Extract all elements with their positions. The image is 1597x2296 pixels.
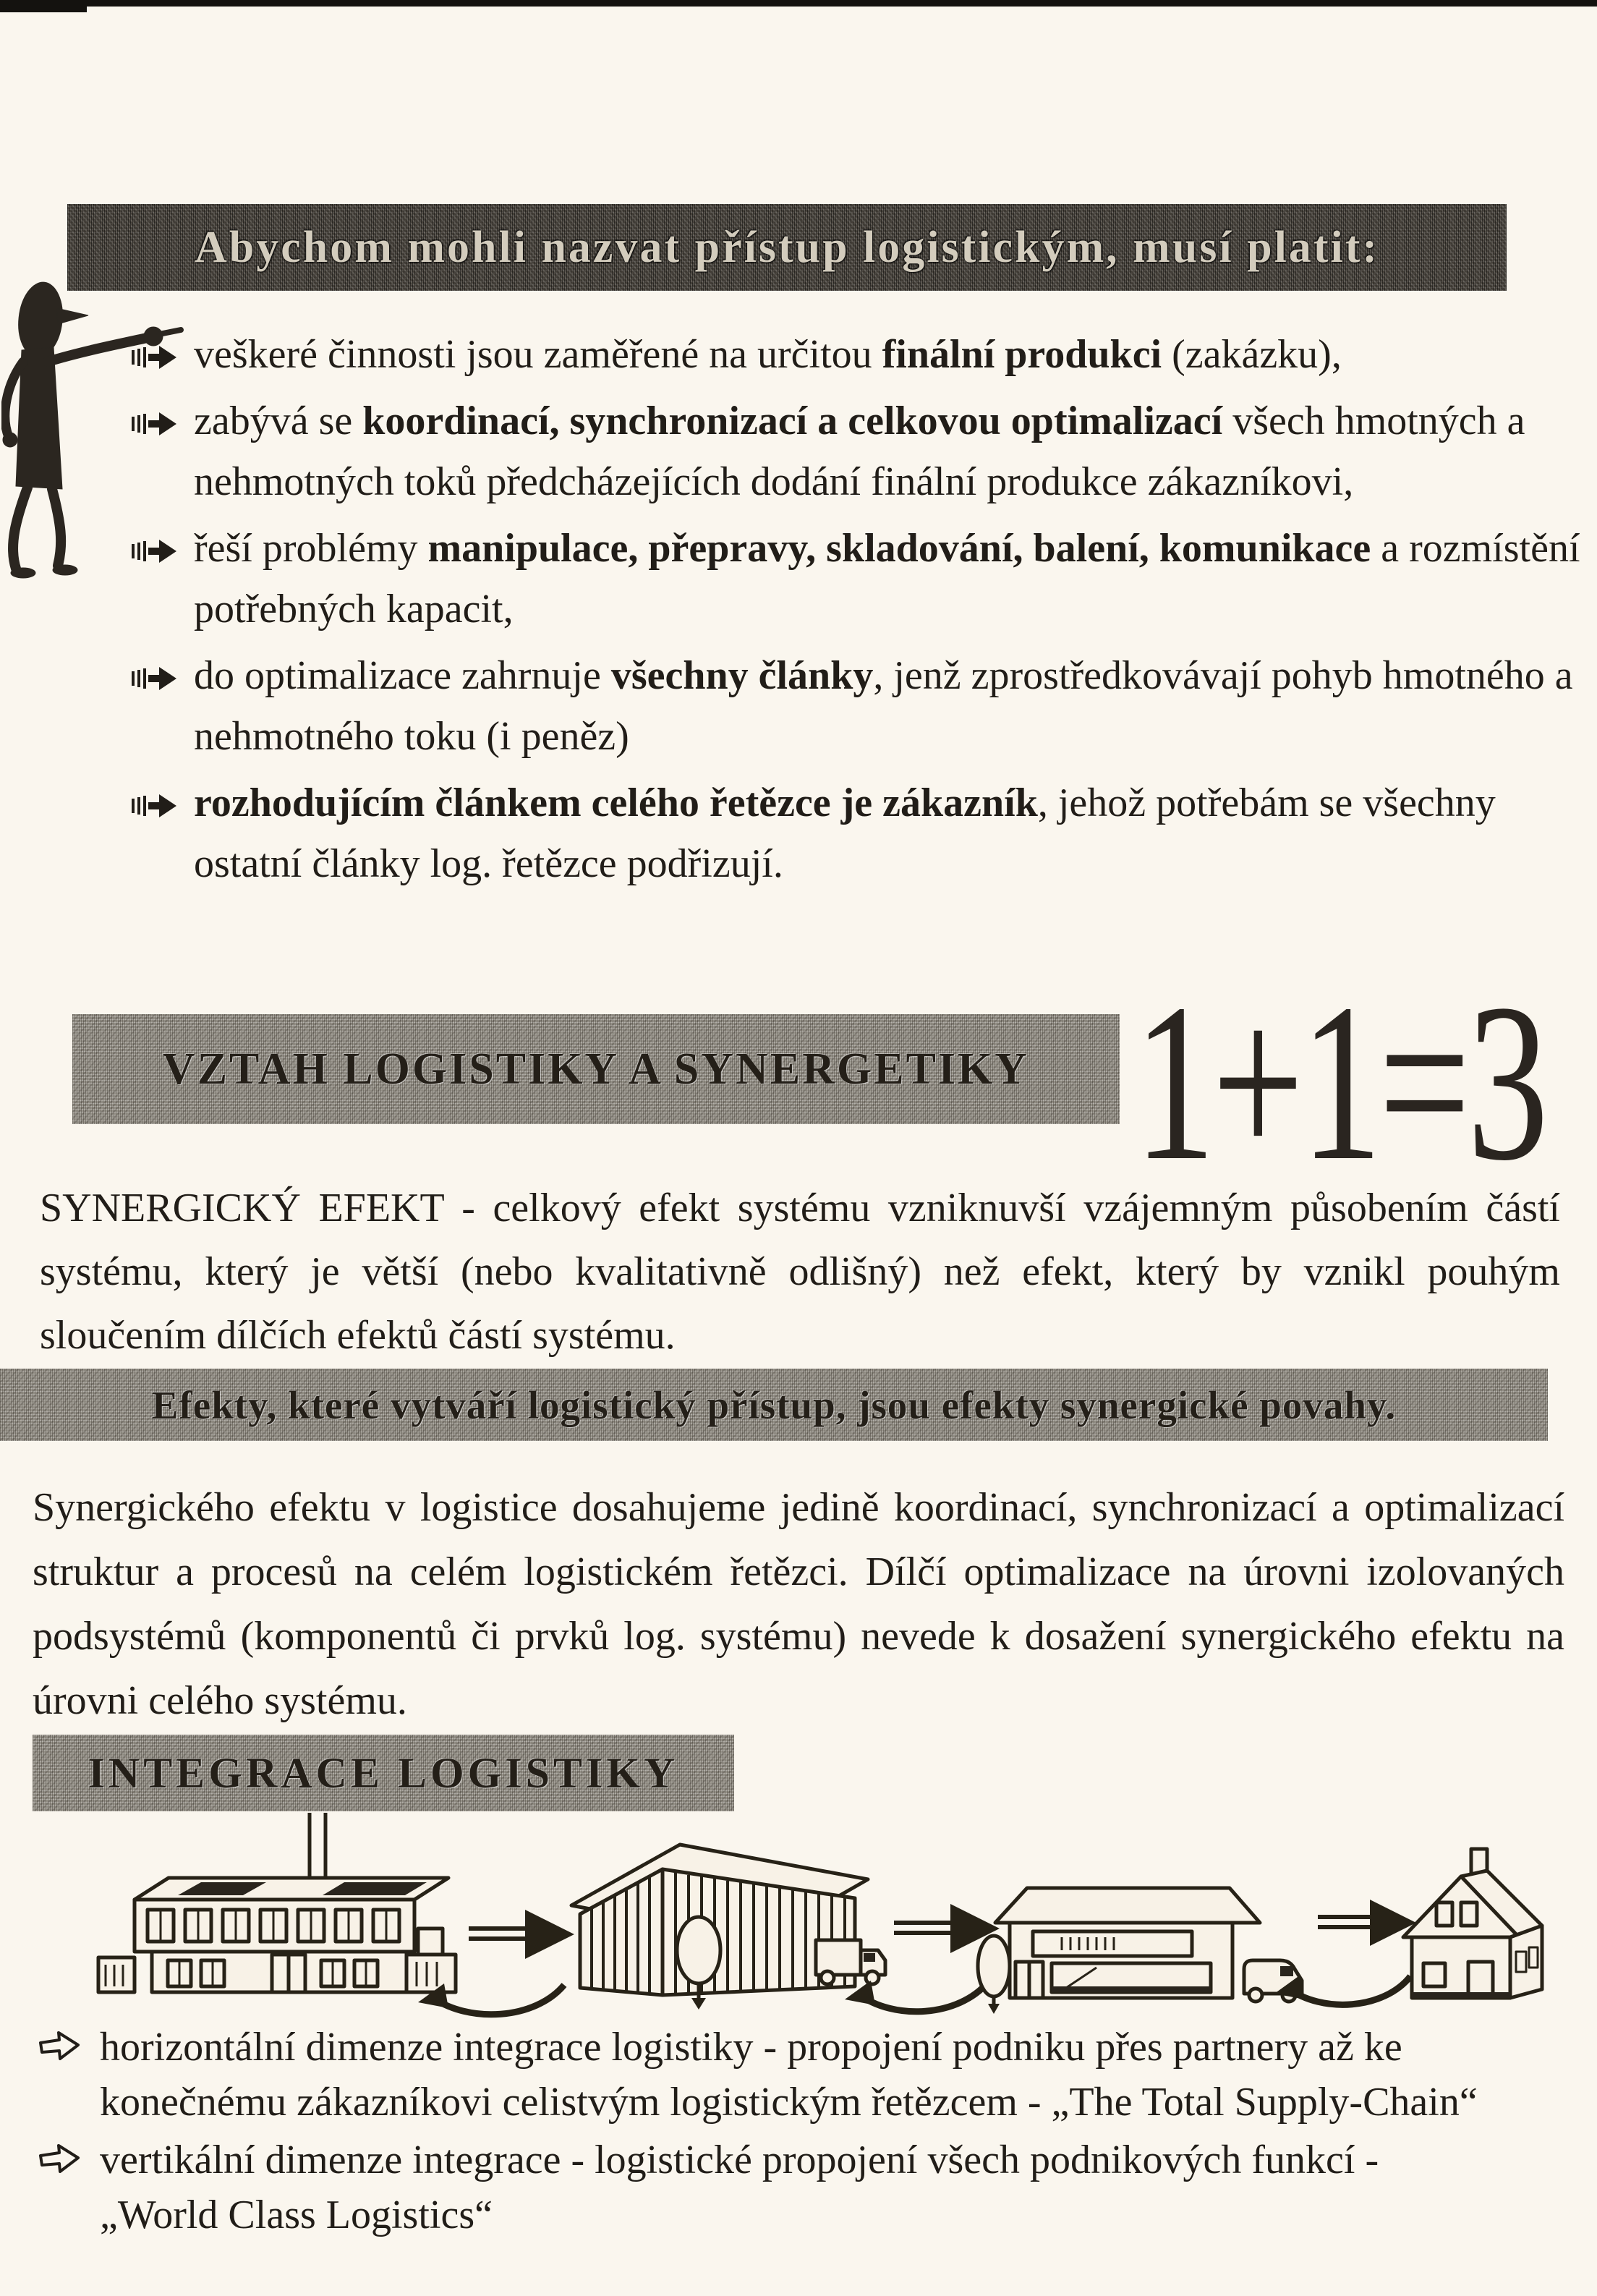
banner-effects-statement bbox=[0, 1369, 1548, 1441]
bullet-text: veškeré činnosti jsou zaměřené na určitou finální produkci (zakázku), bbox=[194, 332, 1342, 377]
synergy-detail-paragraph: Synergického efektu v logistice dosahujeme jedině koordinací, synchronizací a optimalizací struktur a procesů na celém logistickém řetězci. Dílčí optimalizace na úrovni izolovaných podsystémů (komponentů či prvků log. systému) nevede k dosažení synergického efektu na úrovni celého systému. bbox=[33, 1485, 1564, 1723]
bullet-text: do optimalizace zahrnuje všechny články, jenž zprostředkovávají pohyb hmotného a nehmotného toku (i peněz) bbox=[194, 653, 1573, 759]
bullet-text: zabývá se koordinací, synchronizací a celkovou optimalizací všech hmotných a nehmotných toků předcházejících dodání finální produkce zákazníkovi, bbox=[194, 399, 1525, 504]
warehouse-icon bbox=[571, 1845, 885, 2010]
return-arrow-icon bbox=[418, 1984, 564, 2015]
return-arrow-icon bbox=[845, 1981, 988, 2012]
house-icon bbox=[1403, 1849, 1542, 1998]
synergy-definition-paragraph: SYNERGICKÝ EFEKT - celkový efekt systému vzniknuvší vzájemným působením částí systému, který je větší (nebo kvalitativně odlišný) než efekt, který by vznikl pouhým sloučením dílčích efektů částí systému. bbox=[40, 1186, 1560, 1358]
arrow-bullet-icon bbox=[130, 663, 178, 694]
supply-chain-diagram bbox=[93, 1813, 1548, 2027]
synergy-equation: 1+1=3 bbox=[1134, 958, 1546, 1207]
list-item bbox=[38, 2020, 1478, 2130]
bullet-text: vertikální dimenze integrace - logistické propojení všech podnikových funkcí - „World Class Logistics“ bbox=[100, 2138, 1379, 2237]
banner-main-rule bbox=[67, 204, 1507, 291]
hollow-arrow-bullet-icon bbox=[38, 2143, 81, 2176]
arrow-bullet-icon bbox=[130, 790, 178, 822]
banner-synergy-title-label: VZTAH LOGISTIKY A SYNERGETIKY bbox=[162, 1044, 1030, 1094]
bullet-text: řeší problémy manipulace, přepravy, skladování, balení, komunikace a rozmístění potřebných kapacit, bbox=[194, 526, 1580, 632]
scan-edge-artifact bbox=[0, 0, 1597, 7]
banner-effects-statement-label: Efekty, které vytváří logistický přístup, jsou efekty synergické povahy. bbox=[151, 1382, 1397, 1427]
banner-integration-title-label: INTEGRACE LOGISTIKY bbox=[88, 1748, 679, 1797]
flow-arrow-icon bbox=[1318, 1900, 1416, 1946]
bullet-text: horizontální dimenze integrace logistiky - propojení podniku přes partnery až ke konečnému zákazníkovi celistvým logistickým řetězcem - „The Total Supply-Chain“ bbox=[100, 2025, 1478, 2125]
list-item bbox=[130, 391, 1585, 512]
scan-edge-artifact-corner bbox=[0, 0, 87, 12]
integration-bullet-list bbox=[38, 2020, 1478, 2245]
list-item bbox=[130, 518, 1585, 639]
arrow-bullet-icon bbox=[130, 341, 178, 373]
rule-bullet-list bbox=[130, 324, 1585, 900]
list-item bbox=[130, 773, 1585, 894]
list-item bbox=[38, 2133, 1478, 2242]
store-icon bbox=[978, 1888, 1302, 2014]
banner-synergy-title bbox=[72, 1014, 1120, 1124]
flow-arrow-icon bbox=[469, 1910, 574, 1959]
list-item bbox=[130, 645, 1585, 767]
arrow-bullet-icon bbox=[130, 408, 178, 440]
hollow-arrow-bullet-icon bbox=[38, 2030, 81, 2063]
bullet-text: rozhodujícím článkem celého řetězce je zákazník, jehož potřebám se všechny ostatní články log. řetězce podřizují. bbox=[194, 781, 1496, 886]
list-item bbox=[130, 324, 1585, 385]
factory-icon bbox=[98, 1813, 456, 1992]
arrow-bullet-icon bbox=[130, 535, 178, 567]
banner-main-rule-label: Abychom mohli nazvat přístup logistickým, musí platit: bbox=[194, 222, 1380, 272]
banner-integration-title bbox=[33, 1735, 734, 1811]
